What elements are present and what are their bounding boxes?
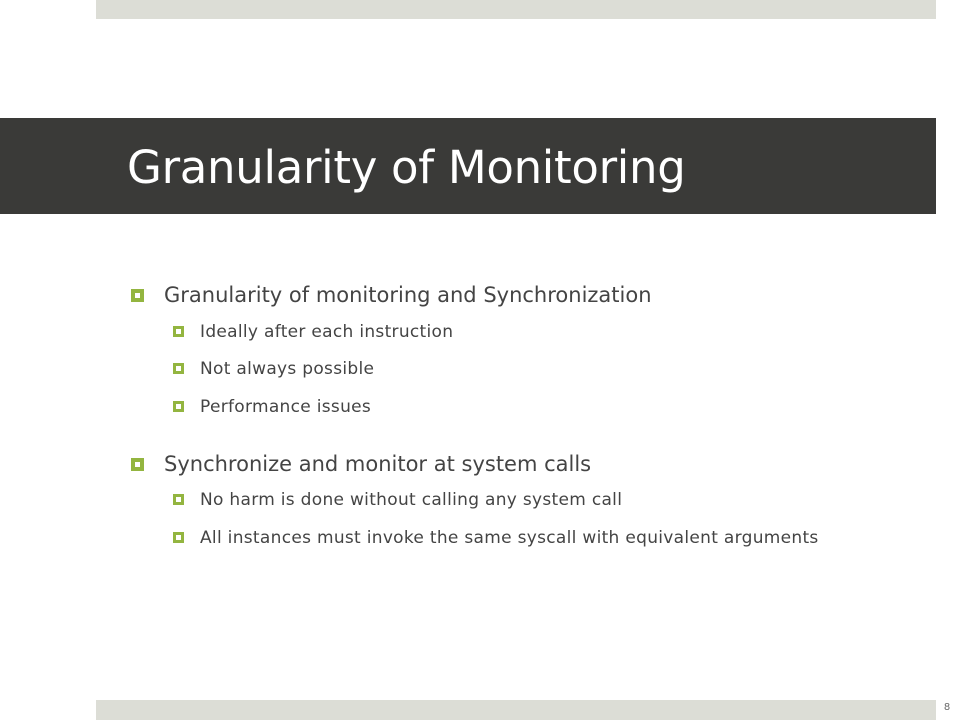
sub-bullet-text: All instances must invoke the same syscall with equivalent arguments [200,528,819,548]
square-bullet-icon [173,363,184,374]
square-bullet-icon [173,494,184,505]
square-bullet-icon [173,532,184,543]
sub-bullet-text: Not always possible [200,359,375,379]
square-bullet-icon [173,326,184,337]
sub-bullet-text: No harm is done without calling any system call [200,490,623,510]
bullet-text: Granularity of monitoring and Synchronization [164,283,652,307]
sub-bullet-item [173,526,873,550]
page-number: 8 [943,702,951,713]
square-bullet-icon [173,401,184,412]
bullet-item [131,282,652,309]
bullet-text: Synchronize and monitor at system calls [164,452,592,476]
sub-bullet-item [173,320,453,344]
bottom-accent-bar [96,700,936,720]
square-bullet-icon [131,289,144,302]
sub-bullet-item [173,395,371,419]
slide-title: Granularity of Monitoring [127,141,686,194]
sub-bullet-item [173,488,622,512]
square-bullet-icon [131,458,144,471]
sub-bullet-item [173,357,374,381]
sub-bullet-text: Ideally after each instruction [200,322,454,342]
bullet-item [131,451,591,478]
sub-bullet-text: Performance issues [200,397,372,417]
